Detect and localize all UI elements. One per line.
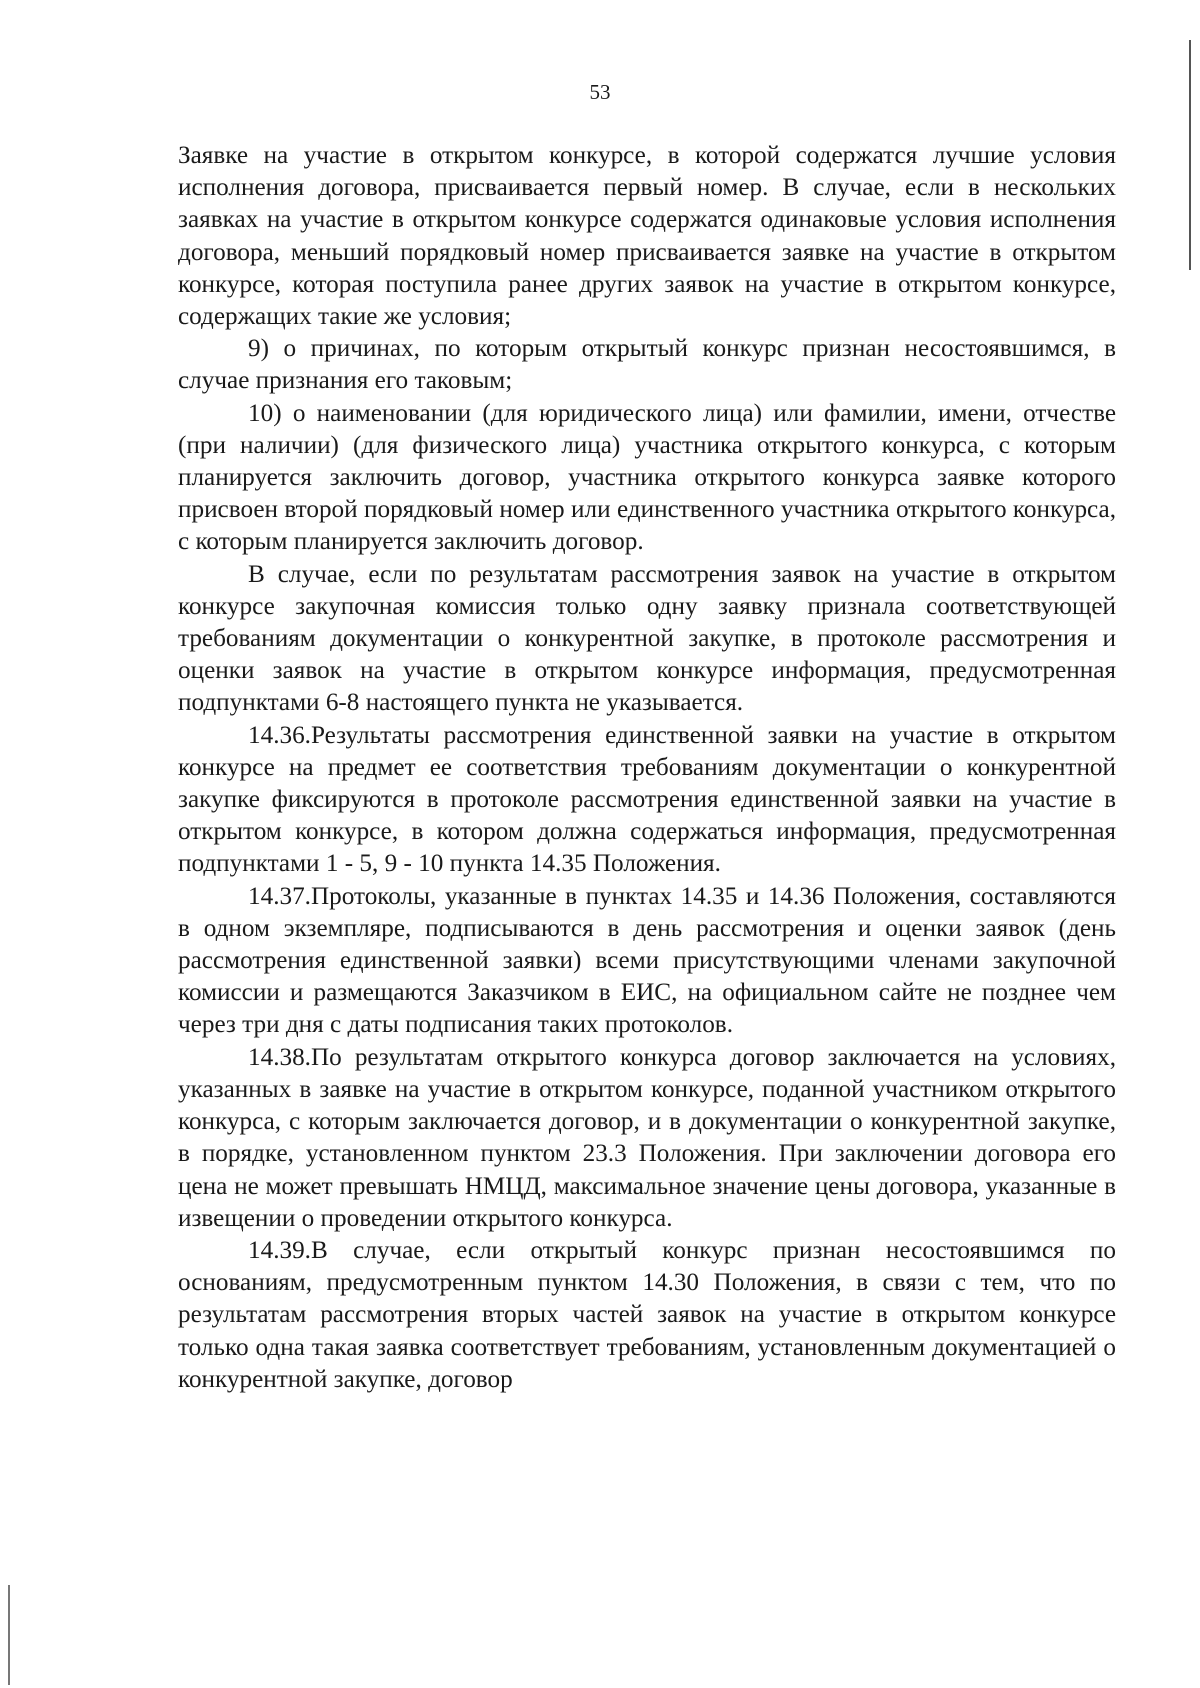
paragraph-item-9: 9) о причинах, по которым открытый конкурс признан несостоявшимся, в случае признания его таковым; [178, 335, 1116, 395]
paragraph-14-37: 14.37.Протоколы, указанные в пунктах 14.35 и 14.36 Положения, составляются в одном экземпляре, подписываются в день рассмотрения и оценки заявок (день рассмотрения единственной заявки) всеми присутствующими членами закупочной комиссии и размещаются Заказчиком в ЕИС, на официальном сайте не позднее чем через три дня с даты подписания таких протоколов. [178, 882, 1116, 1039]
paragraph-single-application-case: В случае, если по результатам рассмотрения заявок на участие в открытом конкурсе закупочная комиссия только одну заявку признала соответствующей требованиям документации о конкурентной закупке, в протоколе рассмотрения и оценки заявок на участие в открытом конкурсе информация, предусмотренная подпунктами 6-8 настоящего пункта не указывается. [178, 560, 1116, 717]
scan-edge-mark [8, 1585, 10, 1685]
paragraph-14-39: 14.39.В случае, если открытый конкурс признан несостоявшимся по основаниям, предусмотренным пунктом 14.30 Положения, в связи с тем, что по результатам рассмотрения вторых частей заявок на участие в открытом конкурсе только одна такая заявка соответствует требованиям, установленным документацией о конкурентной закупке, договор [178, 1236, 1116, 1393]
page-number: 53 [589, 80, 611, 104]
document-body [178, 140, 1116, 1396]
paragraph-14-36: 14.36.Результаты рассмотрения единственной заявки на участие в открытом конкурсе на предмет ее соответствия требованиям документации о конкурентной закупке фиксируются в протоколе рассмотрения единственной заявки на участие в открытом конкурсе, в котором должна содержаться информация, предусмотренная подпунктами 1 - 5, 9 - 10 пункта 14.35 Положения. [178, 721, 1116, 878]
scan-edge-mark [1189, 40, 1191, 270]
paragraph-14-38: 14.38.По результатам открытого конкурса договор заключается на условиях, указанных в заявке на участие в открытом конкурсе, поданной участником открытого конкурса, с которым заключается договор, и в документации о конкурентной закупке, в порядке, установленном пунктом 23.3 Положения. При заключении договора его цена не может превышать НМЦД, максимальное значение цены договора, указанные в извещении о проведении открытого конкурса. [178, 1043, 1116, 1232]
paragraph-item-10: 10) о наименовании (для юридического лица) или фамилии, имени, отчестве (при наличии) (для физического лица) участника открытого конкурса, с которым планируется заключить договор, участника открытого конкурса заявке которого присвоен второй порядковый номер или единственного участника открытого конкурса, с которым планируется заключить договор. [178, 399, 1116, 556]
paragraph-continuation: Заявке на участие в открытом конкурсе, в которой содержатся лучшие условия исполнения договора, присваивается первый номер. В случае, если в нескольких заявках на участие в открытом конкурсе содержатся одинаковые условия исполнения договора, меньший порядковый номер присваивается заявке на участие в открытом конкурсе, которая поступила ранее других заявок на участие в открытом конкурсе, содержащих такие же условия; [178, 142, 1116, 331]
